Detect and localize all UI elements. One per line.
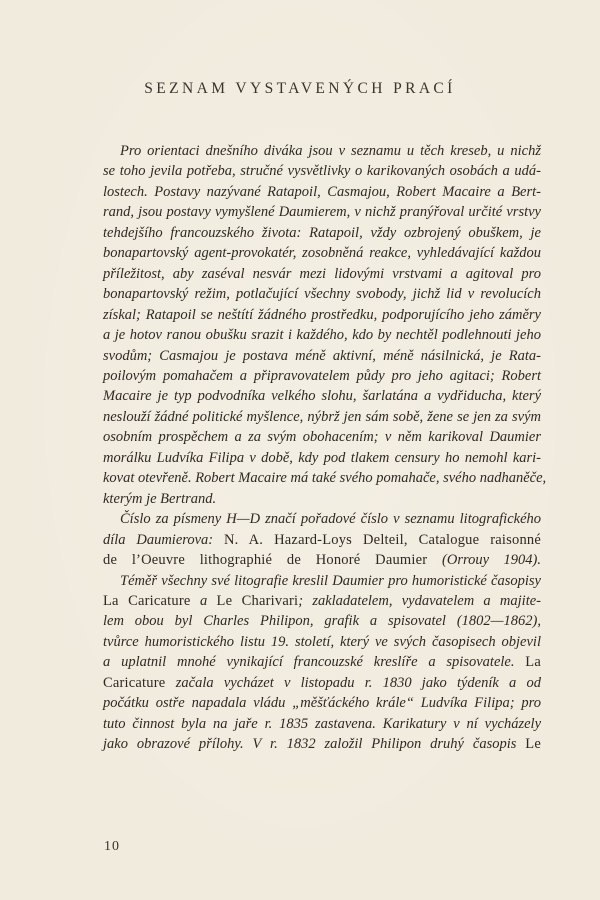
text-segment: de l’Oeuvre lithographié de Honoré Daumier [103, 552, 443, 569]
text-line [103, 734, 541, 754]
text-segment: jako obrazové přílohy. V r. 1832 založil Philipon druhý časopis [103, 736, 526, 753]
page-number: 10 [104, 839, 120, 854]
text-segment: Pro orientaci dnešního diváka jsou v seznamu u těch kreseb, u nichž [120, 143, 541, 159]
text-line [103, 468, 547, 488]
text-line [103, 632, 541, 652]
text-segment: a [200, 592, 217, 609]
text-segment: La [525, 654, 541, 671]
text-line [103, 346, 541, 366]
text-segment: počátku ostře napadala vládu „měšťáckého krále“ Ludvíka Filipa; pro [103, 695, 541, 712]
text-segment: poilovým pomahačem a připravovatelem půdy pro jeho agitaci; Robert [103, 367, 541, 384]
text-line [103, 427, 541, 447]
text-segment: N. A. Hazard-Loys Delteil, Catalogue raisonné [223, 531, 541, 548]
text-segment: (Orrouy 1904). [442, 552, 542, 569]
text-line [103, 284, 541, 304]
text-segment: začala vycházet v listopadu r. 1830 jako týdeník a od [175, 674, 541, 691]
text-line [103, 243, 541, 263]
text-line [103, 366, 541, 386]
text-segment: bonapartovský režim, potlačující všechny svobody, jichž lid v revolucích [103, 286, 541, 303]
text-line [103, 611, 541, 631]
text-line [103, 141, 541, 161]
text-segment: kovat otevřeně. Robert Macaire má také svého pomahače, svého nadhaněče, [103, 470, 547, 487]
text-line [103, 673, 541, 693]
text-segment: Číslo za písmeny H—D značí pořadové číslo v seznamu litografického [120, 511, 541, 528]
text-segment: tehdejšího francouzského života: Ratapoil, vždy ozbrojený obuškem, je [103, 224, 541, 241]
text-segment: rand, jsou postavy vymyšlené Daumierem, v nichž pranýřoval určité vrstvy [103, 204, 541, 221]
text-segment: tuto činnost byla na jaře r. 1835 zastavena. Karikatury v ní vycházely [103, 715, 541, 732]
text-segment: svodům; Casmajou je postava méně aktivní, méně násilnická, je Rata- [103, 347, 541, 364]
text-line [103, 386, 541, 406]
text-segment: ; zakladatelem, vydavatelem a majite- [298, 592, 542, 609]
text-segment: morálku Ludvíka Filipa v době, kdy pod tlakem censury ho nemohl kari- [103, 449, 541, 466]
body-text [103, 141, 547, 755]
text-segment: kterým je Bertrand. [103, 490, 217, 507]
text-segment: neslouží žádné politické myšlence, nýbrž jen sám sobě, žene se jen za svým [103, 408, 541, 425]
text-line [103, 550, 541, 570]
text-segment: díla Daumierova: [103, 531, 224, 548]
text-segment: bonapartovský agent-provokatér, zosobněná reakce, vyhledávající každou [103, 245, 541, 262]
text-segment: La Caricature [103, 592, 200, 609]
text-line [103, 714, 541, 734]
text-line [103, 448, 541, 468]
page-heading: SEZNAM VYSTAVENÝCH PRACÍ [144, 80, 456, 97]
text-segment: Le Charivari [216, 592, 299, 609]
text-line [103, 325, 541, 345]
text-segment: lem obou byl Charles Philipon, grafik a spisovatel (1802—1862), [103, 613, 541, 630]
text-line [103, 264, 541, 284]
text-segment: Macaire je typ podvodníka velkého slohu, šarlatána a vydřiducha, který [103, 388, 541, 405]
text-line [103, 509, 541, 529]
text-segment: získal; Ratapoil se neštítí žádného prostředku, podporujícího jeho záměry [103, 306, 541, 323]
text-line [103, 202, 541, 222]
text-line [103, 530, 541, 550]
text-segment: příležitost, aby zaséval nesvár mezi lidovými vrstvami a agitoval pro [103, 265, 541, 282]
text-segment: osobním prospěchem a za svým obohacením; v něm karikoval Daumier [103, 429, 541, 446]
text-segment: lostech. Postavy nazývané Ratapoil, Casmajou, Robert Macaire a Bert- [103, 183, 541, 200]
text-segment: a je hotov ranou obušku srazit i každého, kdo by nechtěl podlehnouti jeho [103, 327, 541, 344]
text-line [103, 652, 541, 672]
text-line [103, 305, 541, 325]
text-segment: se toho jevila potřeba, stručné vysvětlivky o karikovaných osobách a udá- [103, 163, 541, 180]
text-line [103, 407, 541, 427]
text-segment: Le [525, 736, 541, 753]
text-segment: tvůrce humoristického listu 19. století, který ve svých časopisech objevil [103, 633, 541, 650]
text-segment: a uplatnil mnohé vynikající francouzské kreslíře a spisovatele. [103, 654, 526, 671]
text-line [103, 693, 541, 713]
text-line [103, 591, 541, 611]
text-segment: Téměř všechny své litografie kreslil Daumier pro humoristické časopisy [120, 572, 541, 589]
text-line [103, 489, 541, 509]
text-line [103, 161, 541, 181]
text-line [103, 223, 541, 243]
text-line [103, 182, 541, 202]
text-segment: Caricature [103, 674, 176, 691]
text-line [103, 571, 541, 591]
